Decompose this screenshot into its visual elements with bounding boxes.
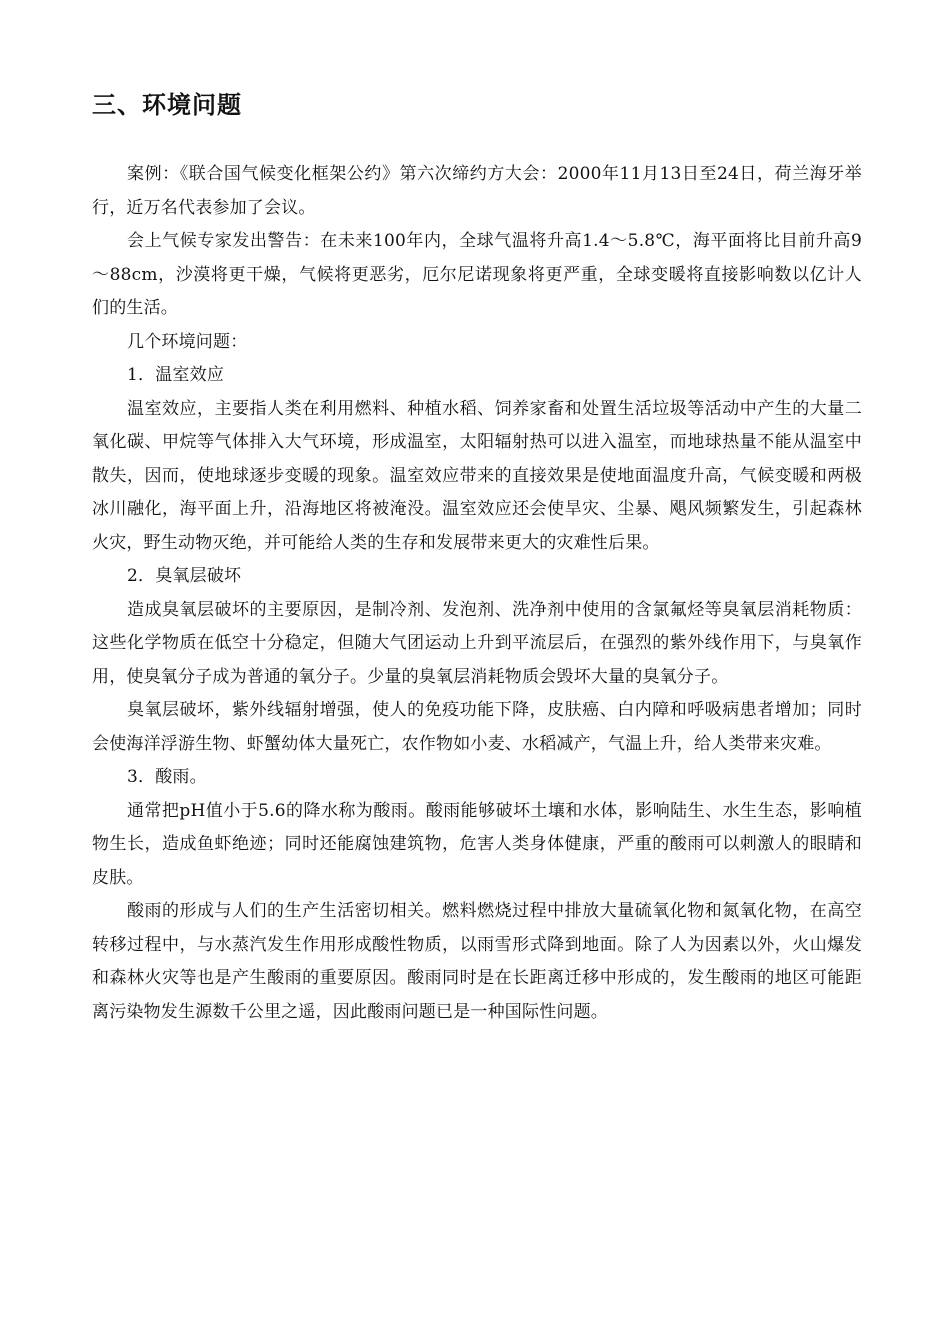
ozone-cause-paragraph: 造成臭氧层破坏的主要原因，是制冷剂、发泡剂、洗净剂中使用的含氯氟烃等臭氧层消耗物质：这些化学物质在低空十分稳定，但随大气团运动上升到平流层后，在强烈的紫外线作用下，与臭氧作用，使臭氧分子成为普通的氧分子。少量的臭氧层消耗物质会毁坏大量的臭氧分子。 bbox=[92, 599, 862, 687]
case-paragraph: 案例：《联合国气候变化框架公约》第六次缔约方大会：2000年11月13日至24日，荷兰海牙举行，近万名代表参加了会议。 bbox=[92, 164, 862, 218]
heading-greenhouse-effect: 1．温室效应 bbox=[127, 365, 225, 385]
heading-ozone-depletion: 2．臭氧层破坏 bbox=[127, 566, 242, 586]
ozone-effect-paragraph: 臭氧层破坏，紫外线辐射增强，使人的免疫功能下降，皮肤癌、白内障和呼吸病患者增加；同时会使海洋浮游生物、虾蟹幼体大量死亡，农作物如小麦、水稻减产，气温上升，给人类带来灾难。 bbox=[92, 700, 862, 754]
document-body bbox=[92, 158, 862, 1029]
warning-paragraph: 会上气候专家发出警告：在未来100年内，全球气温将升高1.4～5.8℃，海平面将比目前升高9～88cm，沙漠将更干燥，气候将更恶劣，厄尔尼诺现象将更严重，全球变暖将直接影响数以亿计人们的生活。 bbox=[92, 231, 862, 318]
acid-rain-definition-paragraph: 通常把pH值小于5.6的降水称为酸雨。酸雨能够破坏土壤和水体，影响陆生、水生生态，影响植物生长，造成鱼虾绝迹；同时还能腐蚀建筑物，危害人类身体健康，严重的酸雨可以刺激人的眼睛和皮肤。 bbox=[92, 800, 862, 888]
section-title: 三、环境问题 bbox=[92, 91, 242, 119]
issues-intro: 几个环境问题： bbox=[127, 331, 248, 352]
heading-acid-rain: 3．酸雨。 bbox=[127, 767, 207, 787]
acid-rain-formation-paragraph: 酸雨的形成与人们的生产生活密切相关。燃料燃烧过程中排放大量硫氧化物和氮氧化物，在高空转移过程中，与水蒸汽发生作用形成酸性物质，以雨雪形式降到地面。除了人为因素以外，火山爆发和森林火灾等也是产生酸雨的重要原因。酸雨同时是在长距离迁移中形成的，发生酸雨的地区可能距离污染物发生源数千公里之遥，因此酸雨问题已是一种国际性问题。 bbox=[92, 901, 862, 1022]
greenhouse-effect-paragraph: 温室效应，主要指人类在利用燃料、种植水稻、饲养家畜和处置生活垃圾等活动中产生的大量二氧化碳、甲烷等气体排入大气环境，形成温室，太阳辐射热可以进入温室，而地球热量不能从温室中散失，因而，使地球逐步变暖的现象。温室效应带来的直接效果是使地面温度升高，气候变暖和两极冰川融化，海平面上升，沿海地区将被淹没。温室效应还会使旱灾、尘暴、飓风频繁发生，引起森林火灾，野生动物灭绝，并可能给人类的生存和发展带来更大的灾难性后果。 bbox=[92, 398, 862, 553]
